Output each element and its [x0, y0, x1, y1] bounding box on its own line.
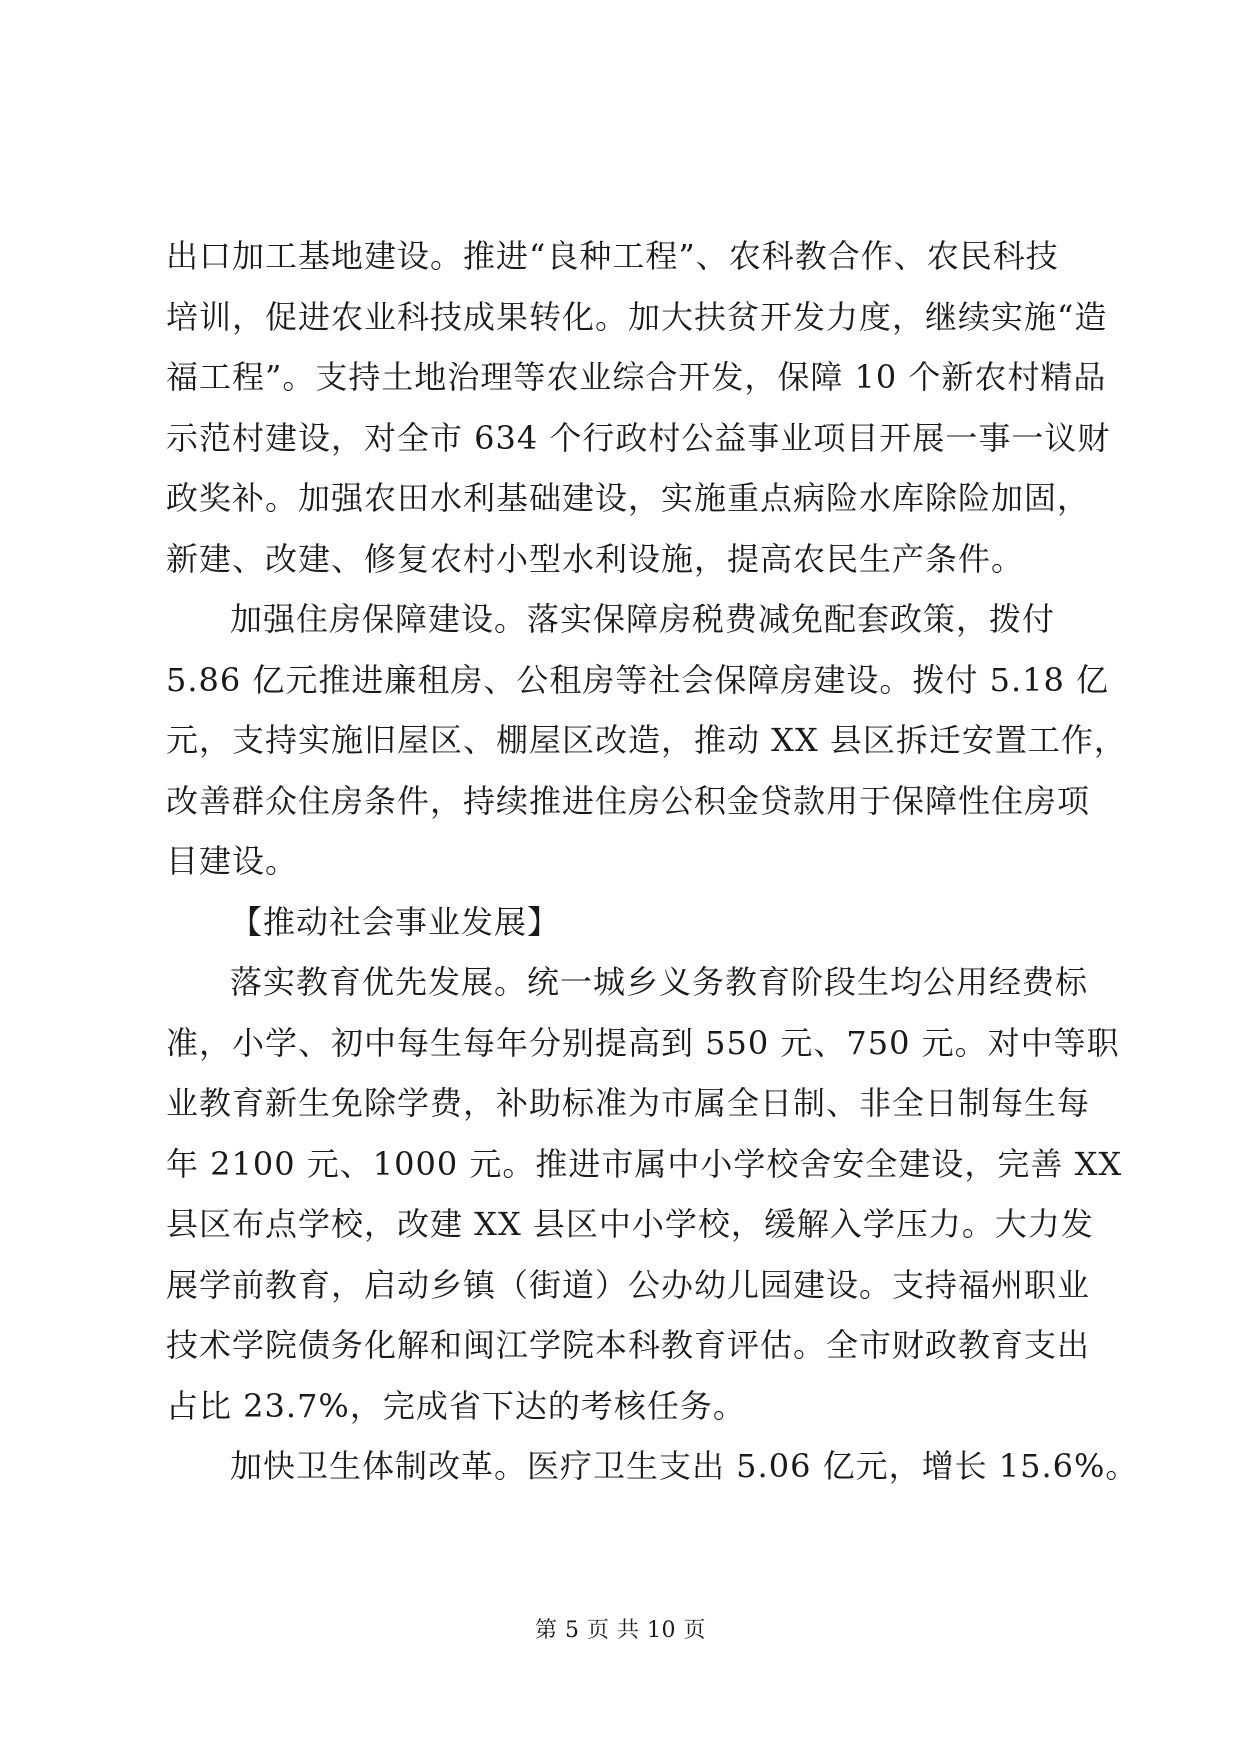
text-line: 新建、改建、修复农村小型水利设施，提高农民生产条件。: [166, 539, 1025, 578]
text-line: 出口加工基地建设。推进“良种工程”、农科教合作、农民科技: [166, 237, 1059, 275]
paragraph-health: [166, 1436, 1139, 1497]
text-line: 培训，促进农业科技成果转化。加大扶贫开发力度，继续实施“造: [166, 297, 1108, 336]
paragraph-agriculture: [166, 226, 1111, 589]
text-line: 福工程”。支持土地治理等农业综合开发，保障 10 个新农村精品: [166, 358, 1107, 396]
text-line: 占比 23.7%，完成省下达的考核任务。: [166, 1386, 746, 1425]
page-number-footer: 第 5 页 共 10 页: [535, 1618, 706, 1643]
text-line: 业教育新生免除学费，补助标准为市属全日制、非全日制每生每: [166, 1084, 1091, 1122]
text-line: 政奖补。加强农田水利基础建设，实施重点病险水库除险加固，: [166, 479, 1091, 517]
section-heading-text: 【推动社会事业发展】: [230, 902, 561, 941]
text-line: 加强住房保障建设。落实保障房税费减免配套政策，拨付: [230, 600, 1056, 638]
text-line: 改善群众住房条件，持续推进住房公积金贷款用于保障性住房项: [166, 781, 1091, 820]
text-line: 目建设。: [166, 842, 299, 880]
text-line: 县区布点学校，改建 XX 县区中小学校，缓解入学压力。大力发: [166, 1205, 1094, 1243]
text-line: 展学前教育，启动乡镇（街道）公办幼儿园建设。支持福州职业: [166, 1265, 1091, 1304]
text-line: 年 2100 元、1000 元。推进市属中小学校舍安全建设，完善 XX: [166, 1144, 1123, 1183]
text-line: 落实教育优先发展。统一城乡义务教育阶段生均公用经费标: [230, 963, 1089, 1001]
section-heading: [166, 892, 1076, 953]
text-line: 技术学院债务化解和闽江学院本科教育评估。全市财政教育支出: [166, 1326, 1091, 1364]
text-line: 准，小学、初中每生每年分别提高到 550 元、750 元。对中等职: [166, 1023, 1120, 1062]
text-line: 元，支持实施旧屋区、棚屋区改造，推动 XX 县区拆迁安置工作，: [166, 721, 1127, 759]
text-line: 加快卫生体制改革。医疗卫生支出 5.06 亿元，增长 15.6%。: [230, 1447, 1139, 1485]
paragraph-education: [166, 952, 1123, 1436]
body-text: [166, 226, 1139, 1497]
text-line: 示范村建设，对全市 634 个行政村公益事业项目开展一事一议财: [166, 418, 1111, 457]
paragraph-housing: [166, 589, 1127, 892]
text-line: 5.86 亿元推进廉租房、公租房等社会保障房建设。拨付 5.18 亿: [166, 660, 1110, 699]
